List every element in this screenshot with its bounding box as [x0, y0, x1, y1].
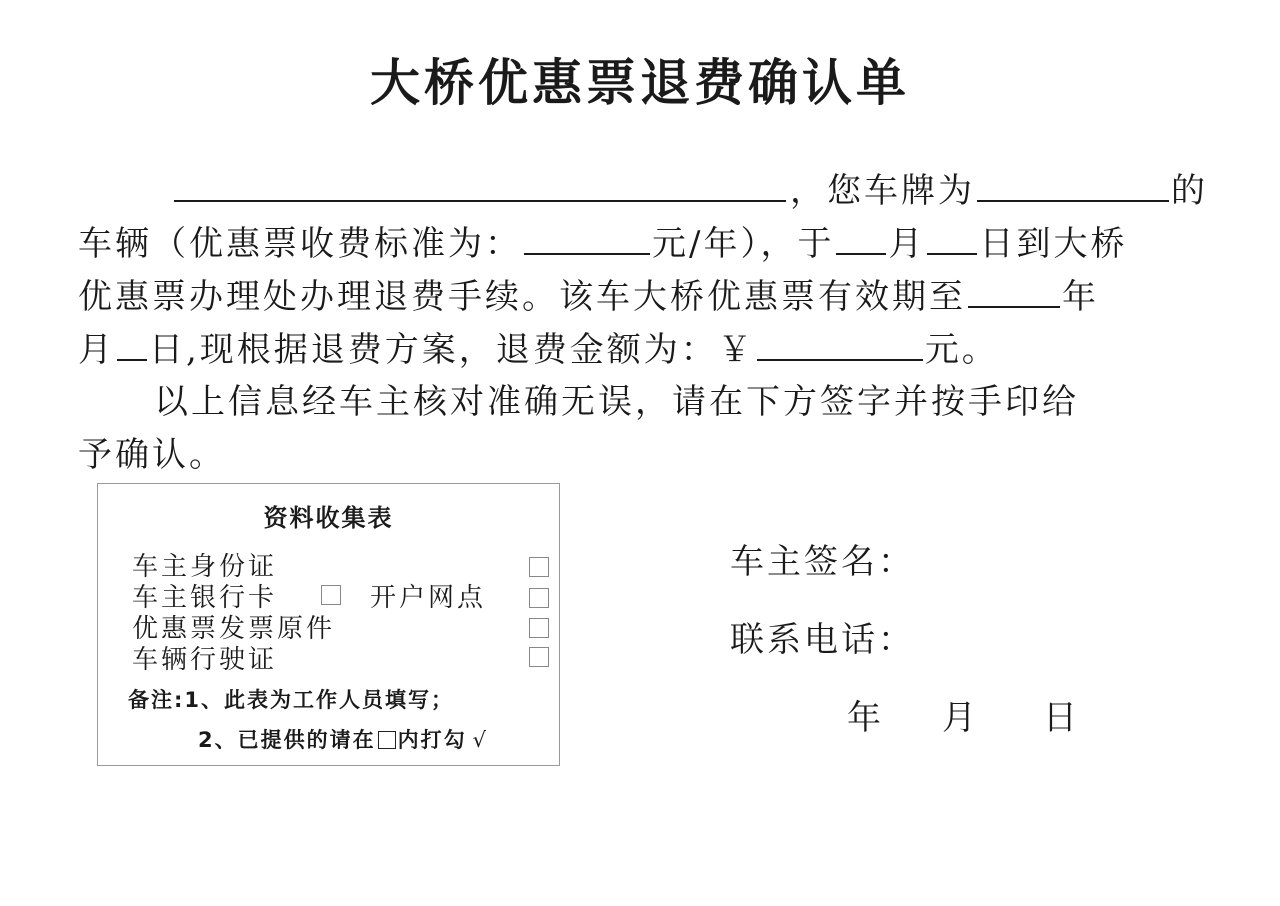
valid-year-blank[interactable] — [968, 270, 1060, 308]
checkmark-icon: √ — [472, 728, 489, 752]
day-blank[interactable] — [927, 217, 977, 255]
text-month: 月 — [888, 224, 926, 264]
paragraph-line-3 — [78, 270, 1248, 323]
text-of: 的 — [1171, 171, 1208, 211]
text-plate-intro: ，您车牌为 — [790, 171, 975, 211]
item-vehicle-license: 车辆行驶证 — [132, 645, 278, 675]
checkbox-vehicle-license[interactable] — [529, 647, 549, 667]
text-yuan-year: 元/年），于 — [652, 224, 835, 264]
paragraph-line-5: 以上信息经车主核对准确无误，请在下方签字并按手印给 — [154, 382, 1079, 422]
text-vehicle-standard: 车辆（优惠票收费标准为： — [78, 224, 522, 264]
note-line-1: 备注:1、此表为工作人员填写； — [128, 688, 455, 712]
owner-signature-label: 车主签名： — [730, 542, 915, 582]
contact-phone-label: 联系电话： — [730, 620, 915, 660]
amount-blank[interactable] — [757, 323, 923, 361]
note-2-text-a: 2、已提供的请在 — [198, 728, 376, 752]
item-invoice-original: 优惠票发票原件 — [132, 614, 336, 644]
document-title: 大桥优惠票退费确认单 — [370, 54, 910, 112]
confirmation-paragraph — [78, 164, 1248, 482]
item-bank-branch: 开户网点 — [370, 583, 487, 613]
paragraph-line-2 — [78, 217, 1248, 270]
price-blank[interactable] — [524, 217, 650, 255]
text-month-2: 月 — [78, 330, 115, 370]
item-bank-card: 车主银行卡 — [132, 583, 278, 613]
text-year: 年 — [1062, 277, 1099, 317]
collection-title: 资料收集表 — [263, 504, 394, 532]
date-day-label: 日 — [1043, 698, 1077, 738]
name-blank[interactable] — [174, 164, 786, 202]
valid-day-blank[interactable] — [117, 323, 147, 361]
paragraph-line-6: 予确认。 — [78, 435, 226, 475]
plate-number-blank[interactable] — [977, 164, 1169, 202]
text-day-bridge: 日到大桥 — [979, 224, 1128, 264]
date-month-label: 月 — [942, 698, 976, 738]
note-line-2 — [198, 724, 488, 754]
document-collection-box — [97, 483, 560, 766]
checkbox-bank-card[interactable] — [321, 585, 341, 605]
paragraph-line-1 — [78, 164, 1248, 217]
text-refund-procedure: 优惠票办理处办理退费手续。该车大桥优惠票有效期至 — [78, 277, 966, 317]
note-2-text-b: 内打勾 — [397, 728, 467, 752]
text-yuan: 元。 — [924, 330, 999, 370]
text-refund-amount: 日,现根据退费方案，退费金额为：￥ — [149, 330, 755, 370]
date-year-label: 年 — [847, 698, 881, 738]
checkbox-owner-id[interactable] — [529, 557, 549, 577]
month-blank[interactable] — [836, 217, 886, 255]
item-owner-id: 车主身份证 — [132, 552, 278, 582]
checkbox-invoice-original[interactable] — [529, 618, 549, 638]
checkbox-square-icon — [378, 731, 396, 749]
paragraph-line-4 — [78, 323, 1248, 376]
checkbox-bank-branch[interactable] — [529, 588, 549, 608]
